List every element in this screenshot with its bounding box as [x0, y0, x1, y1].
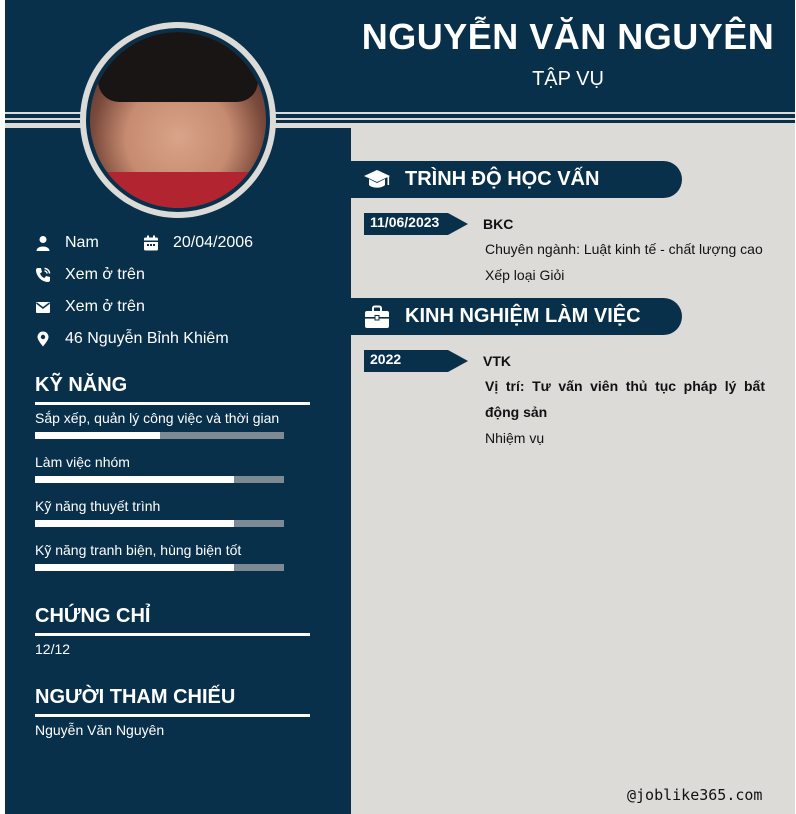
experience-date: 2022: [370, 351, 402, 367]
phone-row: [35, 266, 145, 284]
phone-icon: [35, 267, 51, 283]
graduation-cap-icon: [363, 167, 391, 193]
skill-label: Kỹ năng thuyết trình: [35, 498, 161, 514]
references-heading: NGƯỜI THAM CHIẾU: [35, 686, 236, 708]
gender-value: Nam: [65, 234, 99, 251]
reference-item: Nguyễn Văn Nguyên: [35, 722, 165, 738]
email-value: Xem ở trên: [65, 298, 145, 315]
address-value: 46 Nguyễn Bỉnh Khiêm: [65, 330, 229, 347]
birthday-value: 20/04/2006: [173, 234, 254, 251]
experience-company: VTK: [483, 353, 511, 369]
cv-page: [5, 0, 795, 814]
skills-divider: [35, 402, 310, 405]
certificate-item: 12/12: [35, 641, 71, 657]
education-school: BKC: [483, 216, 514, 232]
envelope-icon: [35, 299, 51, 315]
education-major: Chuyên ngành: Luật kinh tế - chất lượng cao: [485, 241, 763, 257]
address-row: [35, 330, 229, 348]
certificates-divider: [35, 633, 310, 636]
gender-row: [35, 234, 99, 252]
user-icon: [35, 235, 51, 251]
skill-bar-fill: [35, 564, 234, 571]
education-date: 11/06/2023: [370, 214, 440, 230]
skill-bar: [35, 564, 284, 571]
skill-label: Sắp xếp, quản lý công việc và thời gian: [35, 410, 280, 426]
skill-bar: [35, 520, 284, 527]
education-heading: TRÌNH ĐỘ HỌC VẤN: [405, 168, 600, 190]
briefcase-icon: [363, 304, 391, 330]
experience-heading-tab: [351, 298, 682, 335]
skill-label: Làm việc nhóm: [35, 454, 130, 470]
phone-value: Xem ở trên: [65, 266, 145, 283]
candidate-name: NGUYỄN VĂN NGUYÊN: [361, 16, 775, 57]
location-pin-icon: [35, 331, 51, 347]
email-row: [35, 298, 145, 316]
skill-bar: [35, 476, 284, 483]
experience-heading: KINH NGHIỆM LÀM VIỆC: [405, 305, 641, 327]
skill-bar-fill: [35, 432, 160, 439]
references-divider: [35, 714, 310, 717]
watermark: @joblike365.com: [627, 786, 763, 804]
skill-bar-fill: [35, 520, 234, 527]
education-heading-tab: [351, 161, 682, 198]
profile-photo: [90, 32, 266, 208]
job-title: TẬP VỤ: [532, 68, 604, 90]
certificates-heading: CHỨNG CHỈ: [35, 605, 151, 627]
calendar-icon: [143, 235, 159, 251]
education-grade: Xếp loại Giỏi: [485, 267, 565, 283]
skill-bar-fill: [35, 476, 234, 483]
sidebar: [5, 128, 351, 814]
experience-position: Vị trí: Tư vấn viên thủ tục pháp lý bất động sản: [485, 378, 765, 420]
skills-heading: KỸ NĂNG: [35, 374, 128, 396]
birthday-row: [143, 234, 253, 252]
skill-label: Kỹ năng tranh biện, hùng biện tốt: [35, 542, 242, 558]
avatar: [80, 22, 276, 218]
experience-duties: Nhiệm vụ: [485, 430, 545, 446]
skill-bar: [35, 432, 284, 439]
